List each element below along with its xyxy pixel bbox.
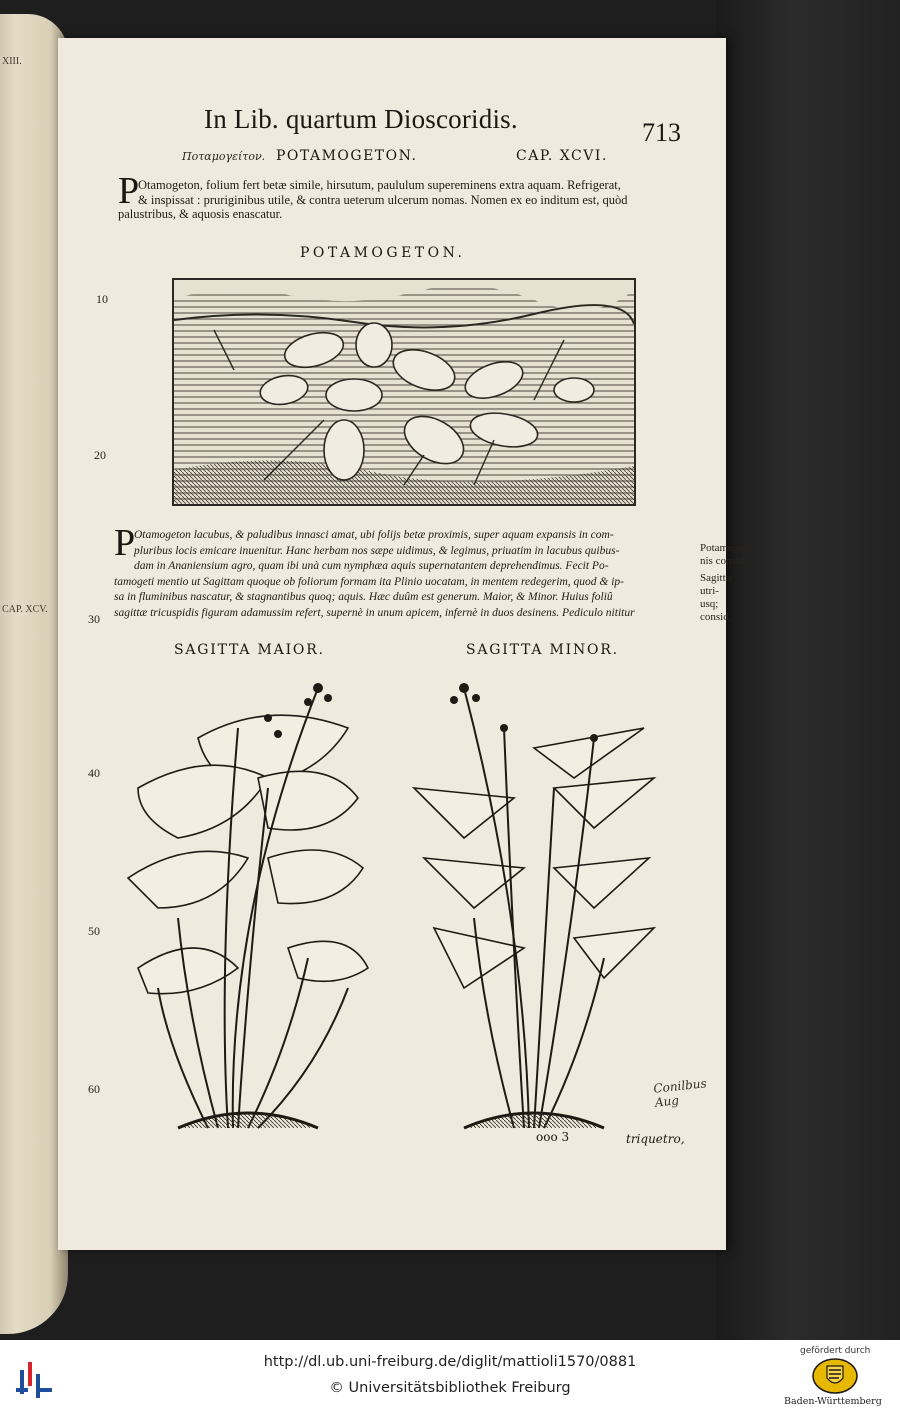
marginal-line: Sagittæ utri- bbox=[700, 572, 734, 597]
drop-cap-2: P bbox=[114, 522, 136, 564]
signature-mark: ooo 3 bbox=[536, 1130, 570, 1144]
text-line: pluribus locis emicare inuenitur. Hanc herbam nos sæpe uidimus, & legimus, priuatim in lacubus quibus- bbox=[134, 544, 620, 557]
line-number-40: 40 bbox=[88, 766, 100, 780]
line-number-50: 50 bbox=[88, 924, 100, 938]
text-line: palustribus, & aquosis enascatur. bbox=[118, 207, 283, 221]
figure-caption-potamogeton: POTAMOGETON. bbox=[300, 245, 466, 261]
funder-label: gefördert durch bbox=[800, 1346, 871, 1356]
folio-number: 713 bbox=[642, 118, 681, 147]
catchword: triquetro, bbox=[626, 1132, 685, 1146]
book-page bbox=[58, 38, 753, 1250]
text-line: Otamogeton, folium fert betæ simile, hirsutum, paululum supereminens extra aquam. Refrigerat, bbox=[138, 178, 621, 192]
line-number-10: 10 bbox=[96, 292, 108, 306]
document-url[interactable]: http://dl.ub.uni-freiburg.de/diglit/mattioli1570/0881 bbox=[263, 1354, 637, 1370]
woodcut-sagitta-minor bbox=[404, 668, 664, 1138]
running-head: In Lib. quartum Dioscoridis. bbox=[204, 104, 518, 134]
left-page-fragment: XIII. bbox=[2, 56, 22, 67]
woodcut-potamogeton bbox=[172, 278, 636, 506]
text-line: dam in Ananiensium agro, quam ibi unà cum nymphæa aquis supernatantem deprehendimus. Fecit Po- bbox=[134, 560, 609, 572]
text-line: sa in fluminibus nascatur, & stagnantibus quoq; aquis. Hæc duûm est generum. Maior, & Minor. Huius foliû bbox=[114, 591, 613, 603]
left-page-chapter-fragment: CAP. XCV. bbox=[2, 604, 48, 615]
marginal-line: Potamogeto bbox=[700, 542, 753, 554]
caption-sagitta-minor: SAGITTA MINOR. bbox=[466, 642, 619, 658]
woodcut-sagitta-maior bbox=[118, 668, 378, 1138]
paragraph-dioscorides bbox=[118, 178, 708, 222]
pond-illustration bbox=[174, 280, 634, 504]
baden-wuerttemberg-crest-icon bbox=[812, 1358, 858, 1394]
handwritten-annotation: Conilbus Aug bbox=[652, 1076, 708, 1110]
line-number-20: 20 bbox=[94, 448, 106, 462]
marginal-note-sagitta bbox=[700, 572, 733, 624]
marginal-line: nis consid. bbox=[700, 555, 748, 567]
text-line: sagittæ tricuspidis figuram adamussim refert, supernè in unum apicem, infernè in duos desinens. Pediculo nititur bbox=[114, 606, 635, 619]
text-line: & inspissat : pruriginibus utile, & contra ueterum ulcerum nomas. Nomen ex eo inditum est, quòd bbox=[138, 192, 628, 207]
caption-sagitta-maior: SAGITTA MAIOR. bbox=[174, 642, 325, 658]
drop-cap: P bbox=[118, 170, 140, 212]
text-line: Otamogeton lacubus, & paludibus innasci amat, ubi folijs betæ proximis, super aquam expansis in com- bbox=[134, 529, 614, 541]
black-cloth-background bbox=[716, 0, 900, 1340]
chapter-number: CAP. XCVI. bbox=[516, 148, 608, 164]
footer bbox=[0, 1340, 900, 1414]
line-number-30: 30 bbox=[88, 612, 100, 626]
text-line: tamogeti mentio ut Sagittam quoque ob foliorum formam ita Plinio uocatam, in mentem redegerim, quod & ip- bbox=[114, 575, 624, 588]
greek-plant-name: Ποταμογείτον. bbox=[182, 150, 266, 163]
copyright-notice: © Universitätsbibliothek Freiburg bbox=[329, 1380, 571, 1396]
funder-name: Baden-Württemberg bbox=[784, 1396, 882, 1407]
marginal-note-potamogeton bbox=[700, 542, 753, 568]
line-number-60: 60 bbox=[88, 1082, 100, 1096]
marginal-line: usq; consid. bbox=[700, 598, 732, 623]
chapter-title: POTAMOGETON. bbox=[276, 148, 418, 164]
paragraph-commentary bbox=[114, 528, 704, 621]
